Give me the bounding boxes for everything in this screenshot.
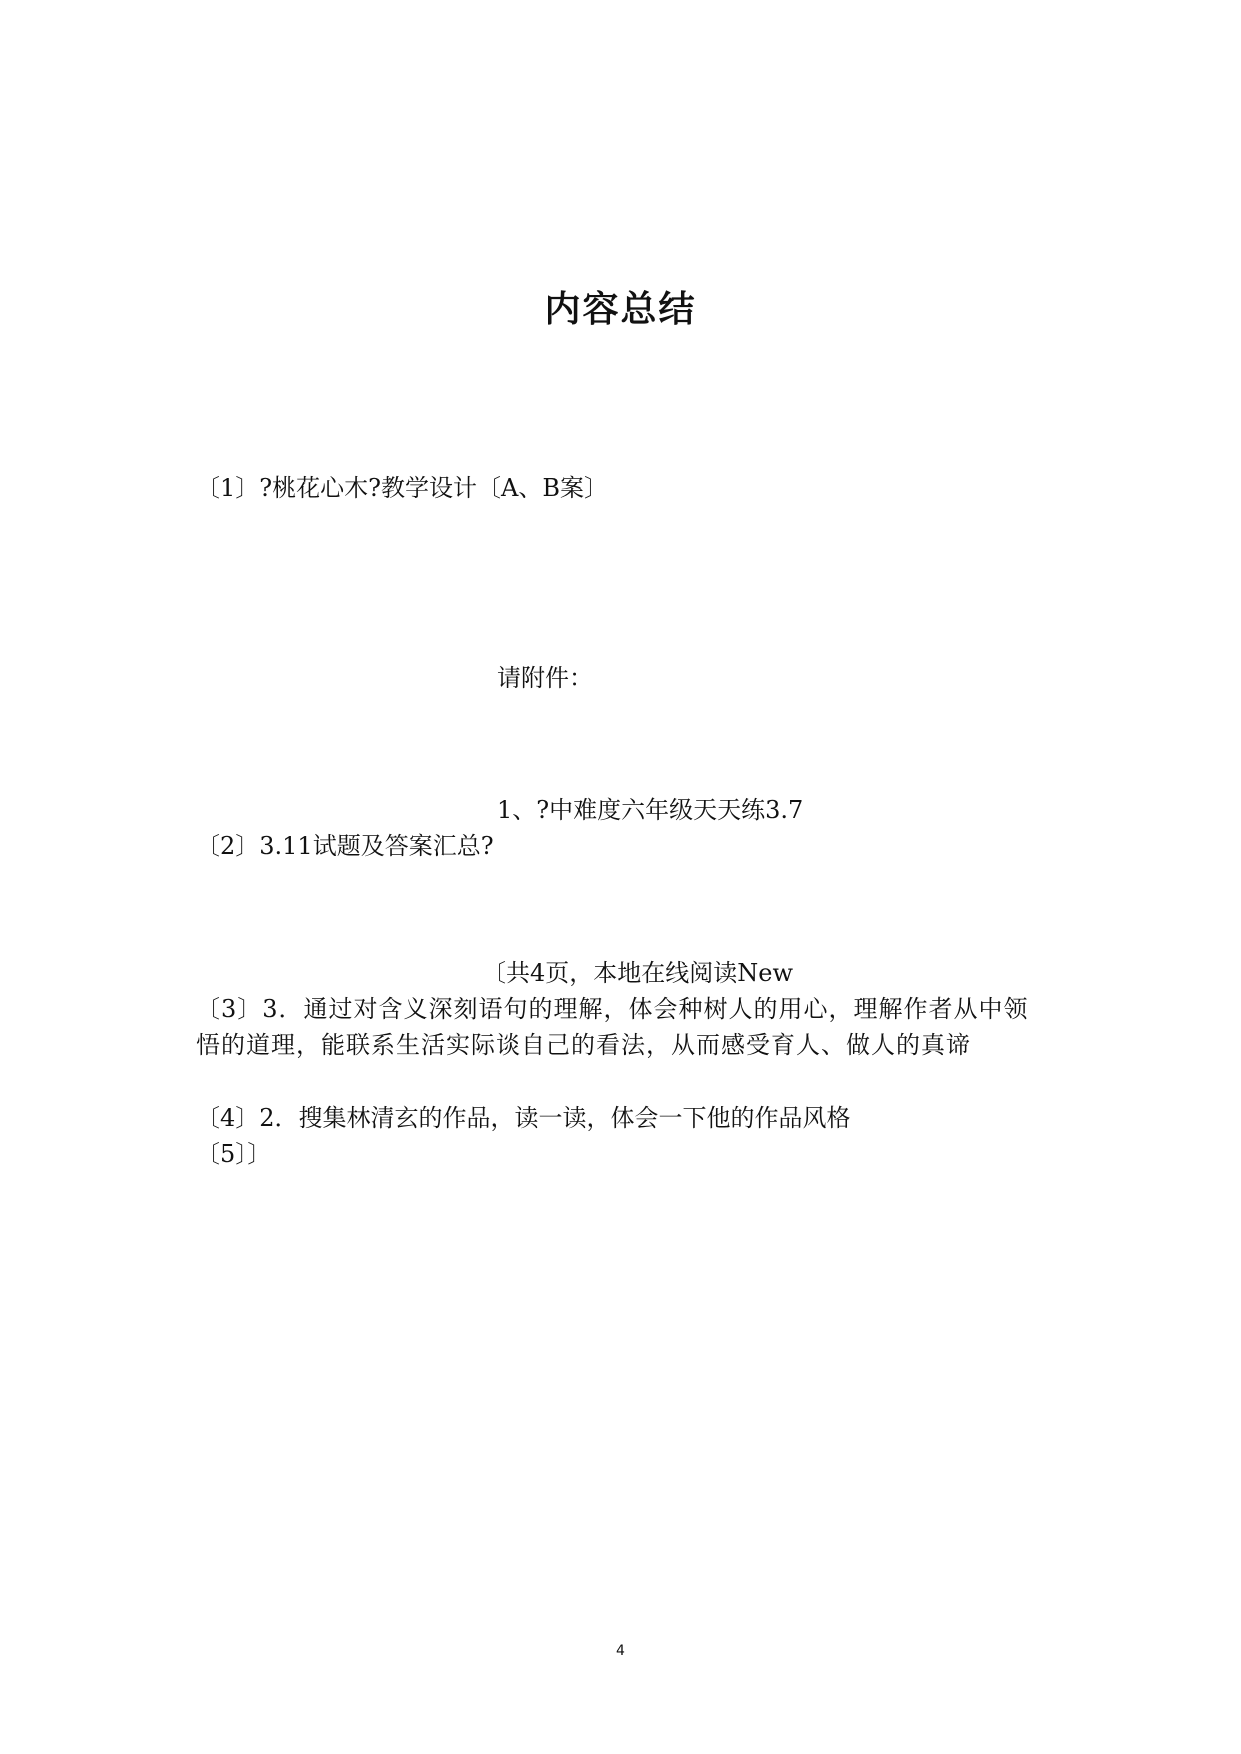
summary-item-5: 〔5〕〕 — [196, 1140, 272, 1168]
summary-item-2: 〔2〕3.11试题及答案汇总? — [196, 832, 494, 860]
summary-item-3: 〔3〕3．通过对含义深刻语句的理解，体会种树人的用心，理解作者从中领悟的道理，能联系生活实际谈自己的看法，从而感受育人、做人的真谛 — [196, 995, 1029, 1059]
summary-item-4: 〔4〕2．搜集林清玄的作品，读一读，体会一下他的作品风格 — [196, 1104, 851, 1132]
attachment-item-1: 1、?中难度六年级天天练3.7 — [497, 796, 804, 824]
page-title: 内容总结 — [544, 289, 697, 330]
summary-item-1: 〔1〕?桃花心木?教学设计〔A、B案〕 — [196, 474, 608, 502]
page-number: 4 — [616, 1643, 625, 1659]
attachment-note: 〔共4页，本地在线阅读New — [482, 959, 794, 987]
attachment-label: 请附件： — [497, 664, 593, 692]
